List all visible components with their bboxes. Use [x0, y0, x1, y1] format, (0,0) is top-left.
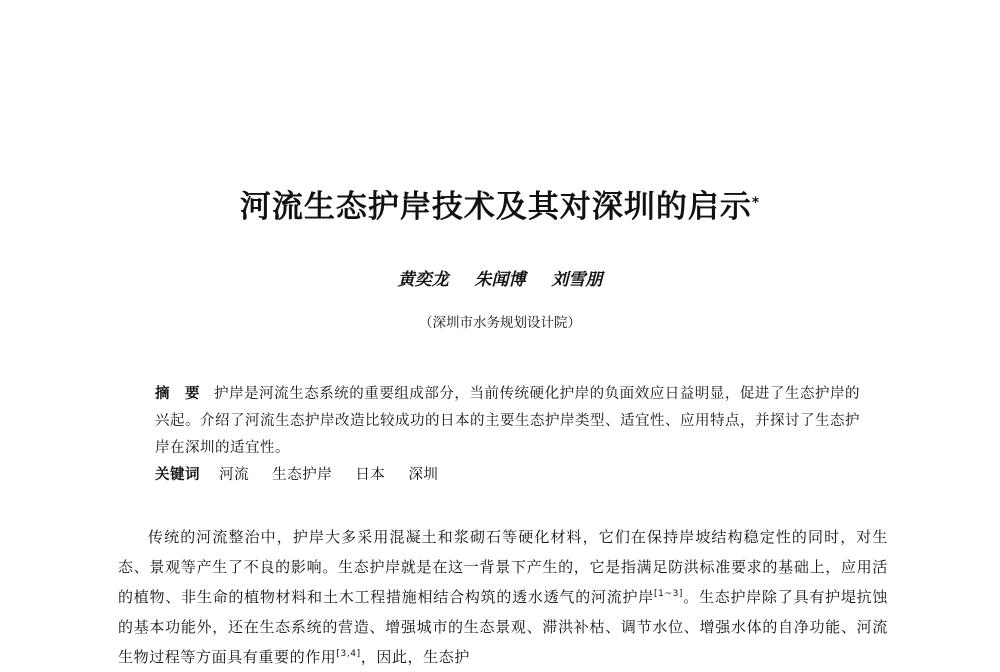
- body-text-part: 。生态护岸除了具有护堤抗蚀的基本功能外，还在生态系统的营造、增强城市的生态景观、滞洪补枯、调节水位、增强水体的自净功能、河流生物过程等方面具有重要的作用: [118, 588, 888, 666]
- author-affiliation: （深圳市水务规划设计院）: [419, 315, 581, 331]
- keyword: 深圳: [408, 467, 439, 483]
- body-paragraph: [118, 522, 888, 672]
- abstract-text: 护岸是河流生态系统的重要组成部分，当前传统硬化护岸的负面效应日益明显，促进了生态护岸的兴起。介绍了河流生态护岸改造比较成功的日本的主要生态护岸类型、适宜性、应用特点，并探讨了生态护岸在深圳的适宜性。: [155, 386, 861, 456]
- keywords-label: 关键词: [155, 467, 200, 483]
- author-name: 朱闻博: [474, 270, 526, 290]
- paper-title: [0, 187, 1000, 227]
- body-text-part: 传统的河流整治中，护岸大多采用混凝土和浆砌石等硬化材料，它们在保持岸坡结构稳定性的同时，对生态、景观等产生了不良的影响。生态护岸就是在这一背景下产生的，它是指满足防洪标准要求的基础上，应用活的植物、非生命的植物材料和土木工程措施相结合构筑的透水透气的河流护岸: [118, 528, 888, 606]
- keyword: 河流: [219, 467, 250, 483]
- keyword: 生态护岸: [272, 467, 333, 483]
- author-name: 刘雪朋: [551, 270, 603, 290]
- abstract-label: 摘 要: [155, 386, 201, 402]
- keywords-section: [155, 462, 860, 489]
- abstract-section: [155, 381, 860, 462]
- citation-ref: [1~3]: [654, 589, 684, 599]
- citation-ref: [3,4]: [336, 649, 361, 659]
- keyword: 日本: [355, 467, 386, 483]
- title-footnote-mark: *: [751, 195, 761, 211]
- author-list: [0, 268, 1000, 292]
- body-text-part: ，因此，生态护: [360, 648, 470, 666]
- author-name: 黄奕龙: [397, 270, 449, 290]
- title-text: 河流生态护岸技术及其对深圳的启示: [239, 189, 752, 225]
